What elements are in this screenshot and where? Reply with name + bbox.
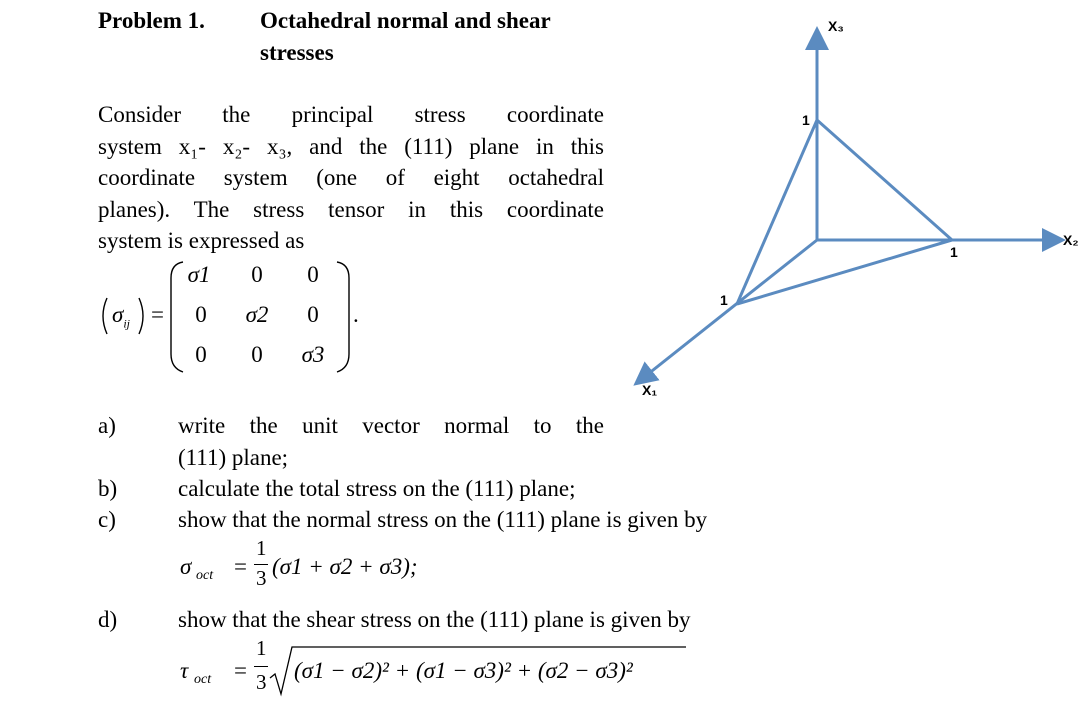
octahedral-plane-diagram: [620, 10, 1085, 410]
item-text-b: calculate the total stress on the (111) plane;: [178, 476, 576, 501]
intro-line: coordinate system (one of eight octahedral: [98, 165, 604, 190]
matrix-period: .: [353, 302, 359, 327]
problem-title-line2: stresses: [260, 40, 334, 65]
equation-sigma-oct: [180, 536, 500, 596]
matrix-cell: 0: [195, 342, 207, 367]
intro-line: Consider the principal stress coordinate: [98, 102, 604, 127]
intro-line: planes). The stress tensor in this coordinate: [98, 196, 604, 222]
matrix-cell: 0: [251, 262, 263, 287]
matrix-lhs-equals: =: [151, 302, 164, 327]
matrix-cell: 0: [195, 302, 207, 327]
intercept-x3: 1: [802, 112, 810, 128]
intro-line: system x₁- x₂- x₃, and the (111) plane in this: [98, 133, 604, 159]
item-text-a: [178, 413, 604, 439]
intro-paragraph: [98, 99, 604, 257]
eq-tau-sub: oct: [194, 672, 212, 687]
intro-line: system is expressed as: [98, 228, 305, 253]
eq-frac-den: 3: [256, 566, 267, 590]
problem-label: Problem 1.: [98, 8, 205, 33]
item-label-c: c): [98, 507, 116, 532]
eq-frac-bar: [254, 666, 268, 667]
matrix-cell: σ3: [301, 342, 325, 367]
equation-tau-oct: [180, 636, 700, 706]
axis-label-x1: X₁: [642, 382, 658, 398]
item-text-c: show that the normal stress on the (111) plane is given by: [178, 507, 708, 532]
matrix-cell: 0: [251, 342, 263, 367]
eq-frac-num: 1: [256, 636, 267, 660]
eq-tau-symbol: τ: [180, 658, 189, 683]
eq-sigma-symbol: σ: [180, 554, 192, 579]
matrix-cell: 0: [307, 262, 319, 287]
matrix-lhs-sigma: $\sigma_{ij}$: [112, 302, 131, 331]
stress-matrix: [95, 258, 365, 378]
item-label-b: b): [98, 476, 118, 501]
problem-title-line1: Octahedral normal and shear: [260, 8, 551, 33]
axis-label-x2: X₂: [1063, 232, 1079, 248]
item-line: write the unit vector normal to the: [178, 413, 604, 438]
eq-frac-den: 3: [256, 670, 267, 694]
item-text-d: show that the shear stress on the (111) plane is given by: [178, 607, 691, 632]
item-label-d: d): [98, 607, 118, 632]
matrix-cell: 0: [307, 302, 319, 327]
axis-label-x3: X₃: [828, 18, 844, 34]
eq-sigma-sub: oct: [196, 568, 214, 583]
matrix-cell: σ2: [245, 302, 269, 327]
eq-equals: =: [234, 554, 247, 579]
eq-tau-rhs: (σ1 − σ2)² + (σ1 − σ3)² + (σ2 − σ3)²: [294, 658, 633, 683]
eq-sigma-rhs: (σ1 + σ2 + σ3);: [272, 554, 418, 579]
eq-equals: =: [234, 658, 247, 683]
matrix-cell: σ1: [187, 262, 211, 287]
intercept-x2: 1: [950, 244, 958, 260]
diagram-lines: [620, 10, 1085, 410]
item-label-a: a): [98, 413, 116, 438]
intercept-x1: 1: [720, 292, 728, 308]
eq-frac-num: 1: [256, 536, 267, 560]
item-text-a-cont: (111) plane;: [178, 445, 289, 470]
